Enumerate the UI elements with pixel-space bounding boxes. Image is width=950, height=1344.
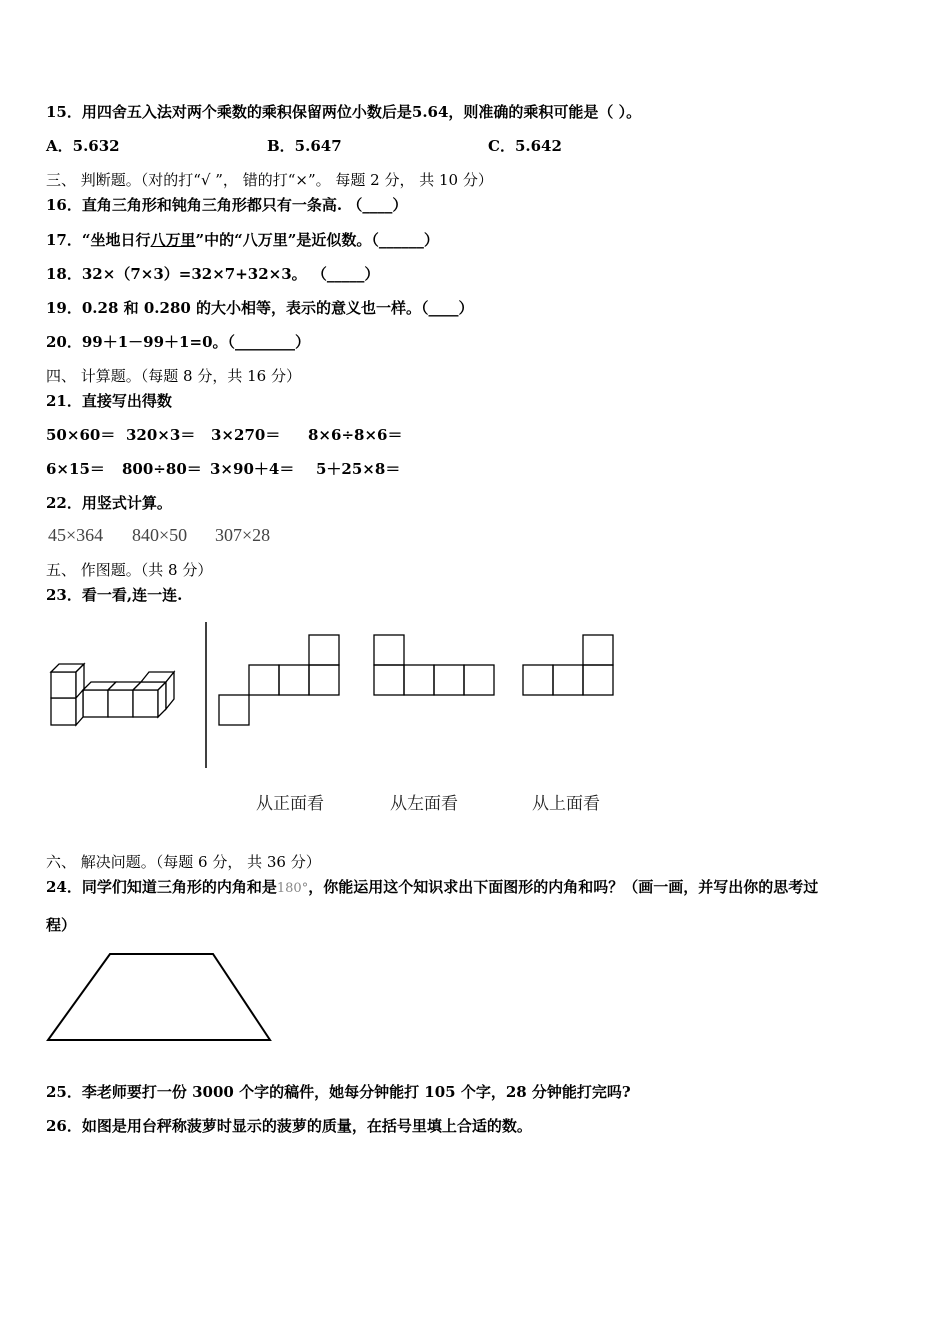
q21-title: 21．直接写出得数 (46, 392, 172, 410)
q22-title: 22．用竖式计算。 (46, 494, 172, 512)
q18-text: 18．32×（7×3）=32×7+32×3。 （_____） (46, 265, 380, 283)
q21-calc: 800÷80＝ (122, 460, 202, 478)
q17-underlined: 八万里 (150, 231, 196, 249)
section-5-title: 五、 作图题。（共 8 分） (46, 561, 213, 579)
q22-item: 307×28 (215, 525, 271, 545)
q21-calc: 8×6÷8×6＝ (308, 426, 403, 444)
q20-text: 20．99＋1－99＋1=0。（________） (46, 333, 311, 351)
q15-text: 15．用四舍五入法对两个乘数的乘积保留两位小数后是5.64，则准确的乘积可能是（ ）。 (46, 103, 642, 121)
cube-stack-figure (46, 658, 186, 730)
q24-post: ，你能运用这个知识求出下面图形的内角和吗？（画一画，并写出你的思考过 (308, 878, 819, 896)
q21-calc: 3×270＝ (211, 426, 281, 444)
q15-option-c: C．5.642 (488, 137, 562, 155)
q21-calc: 5＋25×8＝ (316, 460, 401, 478)
q22-item: 45×364 (48, 525, 104, 545)
q26-text: 26．如图是用台秤称菠萝时显示的菠萝的质量，在括号里填上合适的数。 (46, 1117, 532, 1135)
caption-top-view: 从上面看 (532, 794, 600, 814)
q25-text: 25．李老师要打一份 3000 个字的稿件，她每分钟能打 105 个字，28 分钟能打完吗? (46, 1083, 631, 1101)
q21-calc: 50×60＝ (46, 426, 116, 444)
q17-pre: 17．“坐地日行 (46, 231, 151, 249)
q22-item: 840×50 (132, 525, 188, 545)
section-3-title: 三、 判断题。（对的打“√ ”， 错的打“×”。 每题 2 分， 共 10 分） (46, 171, 493, 189)
degree-value: 180° (276, 881, 309, 896)
q15-option-a: A．5.632 (46, 137, 120, 155)
q21-calc: 6×15＝ (46, 460, 105, 478)
section-6-title: 六、 解决问题。（每题 6 分， 共 36 分） (46, 853, 321, 871)
q16-text: 16．直角三角形和钝角三角形都只有一条高. （____） (46, 196, 408, 214)
caption-left-view: 从左面看 (390, 794, 458, 814)
q17-post: ”中的“八万里”是近似数。（______） (195, 231, 439, 249)
q23-title: 23．看一看,连一连. (46, 586, 183, 604)
view-figure-1 (218, 634, 342, 728)
q24-line2: 程） (46, 916, 77, 934)
q19-text: 19．0.28 和 0.280 的大小相等，表示的意义也一样。（____） (46, 299, 474, 317)
q21-calc: 3×90＋4＝ (210, 460, 295, 478)
vertical-divider (203, 622, 209, 768)
view-figure-2 (372, 634, 496, 698)
view-figure-3 (521, 634, 615, 698)
section-4-title: 四、 计算题。（每题 8 分，共 16 分） (46, 367, 301, 385)
q24-text (46, 877, 818, 899)
q17-text (46, 230, 439, 250)
q15-option-b: B．5.647 (267, 137, 342, 155)
trapezoid-figure (44, 950, 276, 1044)
caption-front-view: 从正面看 (256, 794, 324, 814)
q24-pre: 24．同学们知道三角形的内角和是 (46, 878, 277, 896)
q21-calc: 320×3＝ (126, 426, 196, 444)
